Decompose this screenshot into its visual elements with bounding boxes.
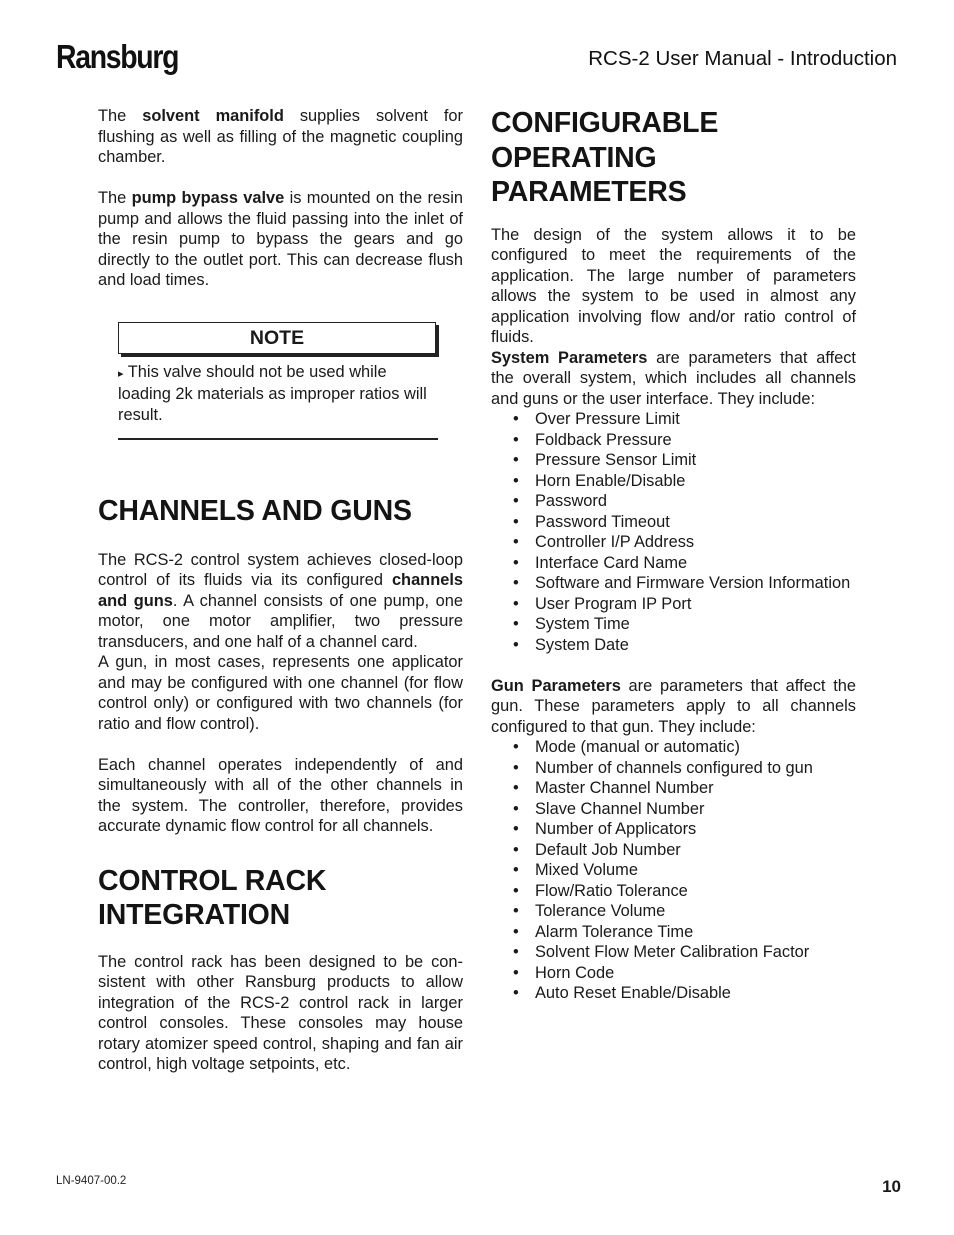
note-rule: [118, 438, 438, 440]
list-item: • Pressure Sensor Limit: [513, 451, 697, 469]
list-item: • Mixed Volume: [513, 861, 638, 879]
bullet-icon: •: [513, 984, 519, 1002]
bullet-icon: •: [513, 533, 519, 551]
bullet-icon: •: [513, 492, 519, 510]
list-item: • Mode (manual or automatic): [513, 738, 740, 756]
document-code: LN-9407-00.2: [56, 1175, 127, 1187]
gun-parameters-paragraph: Gun Parameters are parameters that affect the gun. These parameters apply to all channels configured to that gun. They include:: [491, 676, 856, 736]
ransburg-logo: Ransburg: [56, 38, 179, 75]
control-rack-heading-line1: CONTROL RACK: [98, 864, 327, 897]
header-title: RCS-2 User Manual - Introduction: [588, 47, 897, 70]
bullet-icon: •: [513, 594, 519, 613]
bullet-icon: •: [513, 451, 519, 469]
bullet-icon: •: [513, 922, 519, 941]
list-item: • Flow/Ratio Tolerance: [513, 881, 688, 900]
arrow-icon: ▸: [118, 367, 124, 380]
bullet-icon: •: [513, 553, 519, 572]
list-item: • Alarm Tolerance Time: [513, 922, 694, 941]
bullet-icon: •: [513, 410, 519, 428]
list-item: • Solvent Flow Meter Calibration Factor: [513, 943, 810, 961]
bullet-icon: •: [513, 881, 519, 900]
list-item: • Number of channels configured to gun: [513, 758, 813, 777]
list-item: • Horn Code: [513, 963, 615, 982]
bullet-icon: •: [513, 512, 519, 531]
note-text: ▸ This valve should not be used while loading 2k materials as improper ratios will result.: [118, 362, 427, 424]
pump-bypass-paragraph: The pump bypass valve is mounted on the resin pump and allows the fluid passing into the inlet of the resin pump to bypass the gears and go directly to the outlet port. This can decrease flush and load times.: [98, 189, 463, 289]
note-block: [118, 322, 438, 441]
bullet-icon: •: [513, 943, 519, 961]
list-item: • Over Pressure Limit: [513, 410, 680, 428]
control-rack-paragraph: The control rack has been designed to be consistent with other Ransburg products to allow integration of the RCS-2 control rack in larger control consoles. These consoles may house rotary atomizer speed control, shaping and fan air control, high voltage setpoints, etc.: [98, 952, 463, 1073]
system-parameters-list: [491, 409, 856, 655]
list-item: • Tolerance Volume: [513, 902, 666, 920]
configurable-heading-line3: PARAMETERS: [491, 176, 687, 208]
channels-paragraph: The RCS-2 control system achieves closed-loop control of its fluids via its configured channels and guns. A channel consists of one pump, one motor, one motor amplifier, two pressure transducers, and one half of a channel card.: [98, 550, 463, 651]
solvent-manifold-paragraph: The solvent manifold supplies solvent for flushing as well as filling of the magnetic coupling chamber.: [98, 107, 463, 166]
bullet-icon: •: [513, 635, 519, 654]
control-rack-heading-line2: INTEGRATION: [98, 899, 291, 931]
channels-heading: CHANNELS AND GUNS: [98, 495, 412, 527]
right-column: [491, 106, 856, 1004]
list-item: • Foldback Pressure: [513, 430, 672, 449]
bullet-icon: •: [513, 840, 519, 859]
page-number: 10: [882, 1177, 901, 1196]
bullet-icon: •: [513, 574, 519, 592]
list-item: • User Program IP Port: [513, 594, 692, 613]
list-item: • Master Channel Number: [513, 779, 714, 797]
design-paragraph: The design of the system allows it to be configured to meet the requirements of the application. The large number of parameters allows the system to be used in almost any application involving flow and/or ratio control of fluids.: [491, 225, 856, 346]
list-item: • Number of Applicators: [513, 820, 697, 838]
bullet-icon: •: [513, 738, 519, 756]
list-item: • Password Timeout: [513, 512, 670, 531]
list-item: • System Time: [513, 615, 630, 633]
note-title: NOTE: [118, 322, 436, 354]
list-item: • Interface Card Name: [513, 553, 688, 572]
bullet-icon: •: [513, 963, 519, 982]
configurable-heading-line1: CONFIGURABLE: [491, 107, 719, 139]
list-item: • Auto Reset Enable/Disable: [513, 984, 731, 1002]
bullet-icon: •: [513, 861, 519, 879]
list-item: • System Date: [513, 635, 629, 654]
left-column: [98, 106, 463, 1075]
bullet-icon: •: [513, 799, 519, 818]
bullet-icon: •: [513, 820, 519, 838]
list-item: • Default Job Number: [513, 840, 681, 859]
bullet-icon: •: [513, 430, 519, 449]
list-item: • Password: [513, 492, 607, 510]
system-parameters-paragraph: System Parameters are parameters that affect the overall system, which includes all channels and guns or the user interface. They include:: [491, 348, 856, 408]
list-item: • Horn Enable/Disable: [513, 471, 686, 490]
bullet-icon: •: [513, 471, 519, 490]
bullet-icon: •: [513, 758, 519, 777]
list-item: • Slave Channel Number: [513, 799, 705, 818]
configurable-heading-line2: OPERATING: [491, 141, 657, 174]
gun-paragraph: A gun, in most cases, represents one applicator and may be configured with one channel (for flow control only) or configured with two channels (for ratio and flow control).: [98, 653, 463, 733]
gun-parameters-list: [491, 737, 856, 1004]
bullet-icon: •: [513, 615, 519, 633]
list-item: • Controller I/P Address: [513, 533, 695, 551]
bullet-icon: •: [513, 779, 519, 797]
list-item: • Software and Firmware Version Information: [513, 574, 851, 592]
channel-independent-paragraph: Each channel operates independently of and simultaneously with all of the other channels in the system. The controller, therefore, provides accurate dynamic flow control for all channels.: [98, 755, 463, 835]
bullet-icon: •: [513, 902, 519, 920]
